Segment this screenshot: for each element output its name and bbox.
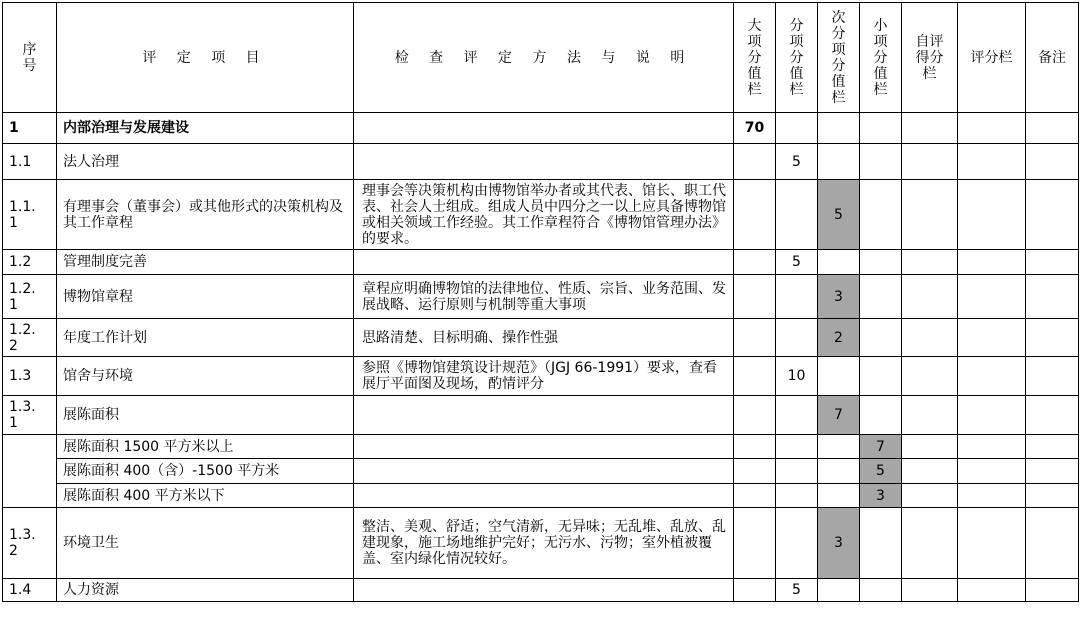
row-number: 1.3.2 — [3, 508, 57, 579]
row-number: 1.4 — [3, 579, 57, 602]
row-method: 章程应明确博物馆的法律地位、性质、宗旨、业务范围、发展战略、运行原则与机制等重大事项 — [354, 275, 734, 319]
header-sub-score: 分项分值栏 — [776, 3, 818, 113]
row-number: 1.2.2 — [3, 319, 57, 357]
row-rating[interactable] — [958, 113, 1026, 144]
row-item: 有理事会（董事会）或其他形式的决策机构及其工作章程 — [57, 180, 354, 250]
table-row — [3, 144, 1079, 180]
table-row — [3, 275, 1079, 319]
row-item: 馆舍与环境 — [57, 357, 354, 396]
row-self-score[interactable] — [902, 459, 958, 484]
row-item: 环境卫生 — [57, 508, 354, 579]
row-number: 1.1 — [3, 144, 57, 180]
table-row — [3, 180, 1079, 250]
row-method — [354, 396, 734, 435]
row-self-score[interactable] — [902, 319, 958, 357]
row-minor-score: 3 — [818, 275, 860, 319]
row-big-score — [734, 435, 776, 459]
row-method — [354, 435, 734, 459]
row-minor-score — [818, 459, 860, 484]
row-self-score[interactable] — [902, 144, 958, 180]
row-sub-score: 5 — [776, 144, 818, 180]
row-self-score[interactable] — [902, 275, 958, 319]
row-big-score — [734, 508, 776, 579]
evaluation-table — [2, 2, 1079, 602]
row-self-score[interactable] — [902, 357, 958, 396]
row-self-score[interactable] — [902, 396, 958, 435]
row-small-score — [860, 508, 902, 579]
row-small-score — [860, 250, 902, 275]
table-row — [3, 484, 1079, 508]
header-remark: 备注 — [1026, 3, 1079, 113]
row-remark[interactable] — [1026, 250, 1079, 275]
row-big-score: 70 — [734, 113, 776, 144]
row-rating[interactable] — [958, 579, 1026, 602]
row-rating[interactable] — [958, 275, 1026, 319]
row-number: 1.3 — [3, 357, 57, 396]
row-method: 思路清楚、目标明确、操作性强 — [354, 319, 734, 357]
row-sub-score — [776, 435, 818, 459]
table-row — [3, 508, 1079, 579]
row-remark[interactable] — [1026, 579, 1079, 602]
row-rating[interactable] — [958, 396, 1026, 435]
row-big-score — [734, 357, 776, 396]
row-rating[interactable] — [958, 484, 1026, 508]
row-sub-score: 10 — [776, 357, 818, 396]
row-minor-score — [818, 357, 860, 396]
row-sub-score — [776, 180, 818, 250]
row-rating[interactable] — [958, 319, 1026, 357]
row-remark[interactable] — [1026, 508, 1079, 579]
row-remark[interactable] — [1026, 275, 1079, 319]
row-minor-score: 5 — [818, 180, 860, 250]
row-rating[interactable] — [958, 180, 1026, 250]
row-minor-score — [818, 484, 860, 508]
row-remark[interactable] — [1026, 484, 1079, 508]
row-small-score: 3 — [860, 484, 902, 508]
row-big-score — [734, 484, 776, 508]
row-small-score: 5 — [860, 459, 902, 484]
row-number: 1 — [3, 113, 57, 144]
row-method — [354, 144, 734, 180]
row-remark[interactable] — [1026, 396, 1079, 435]
row-rating[interactable] — [958, 144, 1026, 180]
row-number: 1.3.1 — [3, 396, 57, 435]
header-rating: 评分栏 — [958, 3, 1026, 113]
table-row — [3, 459, 1079, 484]
row-remark[interactable] — [1026, 357, 1079, 396]
row-minor-score — [818, 435, 860, 459]
row-minor-score — [818, 250, 860, 275]
row-remark[interactable] — [1026, 459, 1079, 484]
row-method — [354, 250, 734, 275]
row-sub-score — [776, 508, 818, 579]
row-sub-score — [776, 396, 818, 435]
row-minor-score: 3 — [818, 508, 860, 579]
row-self-score[interactable] — [902, 508, 958, 579]
header-big-score: 大项分值栏 — [734, 3, 776, 113]
header-small-score: 小项分值栏 — [860, 3, 902, 113]
row-method — [354, 579, 734, 602]
table-row — [3, 396, 1079, 435]
row-remark[interactable] — [1026, 144, 1079, 180]
row-item: 管理制度完善 — [57, 250, 354, 275]
table-row — [3, 319, 1079, 357]
row-remark[interactable] — [1026, 180, 1079, 250]
row-item: 年度工作计划 — [57, 319, 354, 357]
row-number: 1.2.1 — [3, 275, 57, 319]
row-item: 法人治理 — [57, 144, 354, 180]
row-item: 展陈面积 1500 平方米以上 — [57, 435, 354, 459]
row-small-score — [860, 113, 902, 144]
row-sub-score — [776, 113, 818, 144]
table-row — [3, 435, 1079, 459]
header-seq: 序号 — [3, 3, 57, 113]
row-method: 理事会等决策机构由博物馆举办者或其代表、馆长、职工代表、社会人士组成。组成人员中四分之一以上应具备博物馆或相关领域工作经验。其工作章程符合《博物馆管理办法》的要求。 — [354, 180, 734, 250]
row-item: 展陈面积 400 平方米以下 — [57, 484, 354, 508]
row-sub-score — [776, 319, 818, 357]
row-remark[interactable] — [1026, 113, 1079, 144]
row-number: 1.2 — [3, 250, 57, 275]
header-item: 评 定 项 目 — [57, 3, 354, 113]
row-item: 人力资源 — [57, 579, 354, 602]
row-rating[interactable] — [958, 435, 1026, 459]
table-row — [3, 579, 1079, 602]
row-small-score — [860, 275, 902, 319]
row-remark[interactable] — [1026, 319, 1079, 357]
row-minor-score — [818, 579, 860, 602]
row-method — [354, 484, 734, 508]
row-remark[interactable] — [1026, 435, 1079, 459]
row-minor-score — [818, 113, 860, 144]
row-item: 展陈面积 400（含）-1500 平方米 — [57, 459, 354, 484]
row-big-score — [734, 250, 776, 275]
row-number — [3, 435, 57, 508]
row-rating[interactable] — [958, 250, 1026, 275]
header-minor-score: 次分项分值栏 — [818, 3, 860, 113]
row-big-score — [734, 396, 776, 435]
row-small-score — [860, 180, 902, 250]
row-method: 整洁、美观、舒适；空气清新，无异味；无乱堆、乱放、乱建现象，施工场地维护完好；无污水、污物；室外植被覆盖、室内绿化情况较好。 — [354, 508, 734, 579]
row-big-score — [734, 144, 776, 180]
row-small-score — [860, 396, 902, 435]
row-number: 1.1.1 — [3, 180, 57, 250]
row-sub-score — [776, 484, 818, 508]
row-sub-score — [776, 275, 818, 319]
row-method: 参照《博物馆建筑设计规范》（JGJ 66-1991）要求，查看展厅平面图及现场，酌情评分 — [354, 357, 734, 396]
row-small-score — [860, 319, 902, 357]
row-small-score — [860, 579, 902, 602]
row-self-score[interactable] — [902, 579, 958, 602]
row-method — [354, 113, 734, 144]
row-self-score[interactable] — [902, 250, 958, 275]
row-sub-score: 5 — [776, 579, 818, 602]
row-self-score[interactable] — [902, 484, 958, 508]
row-minor-score: 2 — [818, 319, 860, 357]
row-big-score — [734, 319, 776, 357]
table-row — [3, 357, 1079, 396]
row-self-score[interactable] — [902, 113, 958, 144]
row-item: 博物馆章程 — [57, 275, 354, 319]
row-self-score[interactable] — [902, 180, 958, 250]
row-big-score — [734, 275, 776, 319]
row-item: 内部治理与发展建设 — [57, 113, 354, 144]
row-sub-score: 5 — [776, 250, 818, 275]
table-row — [3, 250, 1079, 275]
row-rating[interactable] — [958, 459, 1026, 484]
table-header-row — [3, 3, 1079, 113]
row-big-score — [734, 459, 776, 484]
row-rating[interactable] — [958, 357, 1026, 396]
row-item: 展陈面积 — [57, 396, 354, 435]
row-small-score — [860, 357, 902, 396]
row-minor-score: 7 — [818, 396, 860, 435]
row-sub-score — [776, 459, 818, 484]
row-rating[interactable] — [958, 508, 1026, 579]
row-big-score — [734, 579, 776, 602]
row-minor-score — [818, 144, 860, 180]
row-self-score[interactable] — [902, 435, 958, 459]
header-method: 检 查 评 定 方 法 与 说 明 — [354, 3, 734, 113]
row-small-score — [860, 144, 902, 180]
table-row — [3, 113, 1079, 144]
row-small-score: 7 — [860, 435, 902, 459]
header-self-score: 自评得分栏 — [902, 3, 958, 113]
row-method — [354, 459, 734, 484]
row-big-score — [734, 180, 776, 250]
